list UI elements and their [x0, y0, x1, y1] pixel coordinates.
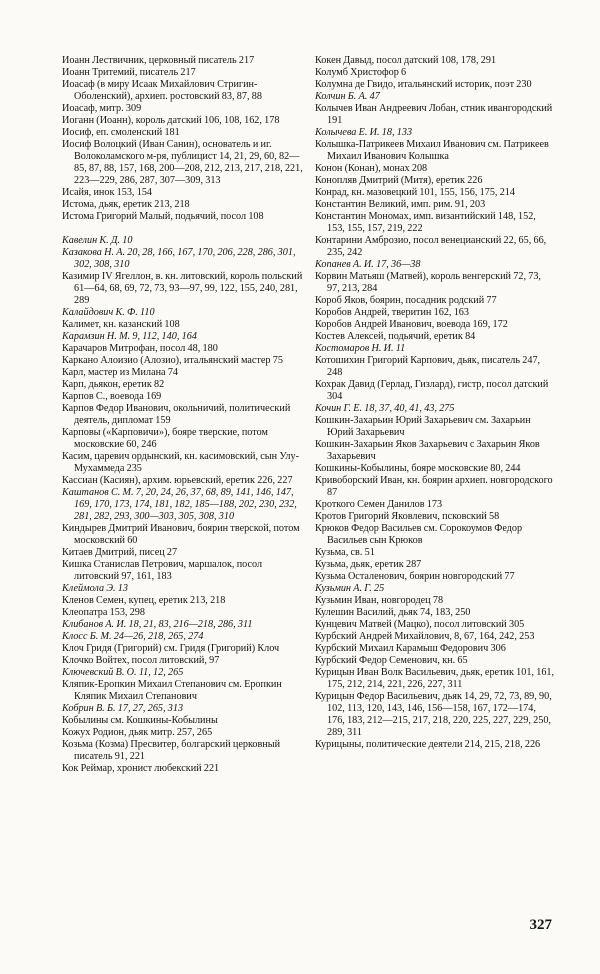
index-entry: Клеймола Э. 13 — [62, 583, 128, 594]
index-entry: Клосс Б. М. 24—26, 218, 265, 274 — [62, 631, 204, 642]
index-entry: Кишка Станислав Петрович, маршалок, посол литовский 97, 161, 183 — [62, 559, 263, 582]
index-entry: Курицын Федор Васильевич, дьяк 14, 29, 72, 73, 89, 90, 102, 113, 120, 143, 146, 156—158, 167, 172—174, 176, 183, 212—215, 217, 218, 220, 225, 227, 229, 250, 289, 311 — [315, 691, 552, 738]
index-entry: Клочко Войтех, посол литовский, 97 — [62, 655, 220, 666]
index-entry: Киндырев Дмитрий Иванович, боярин тверской, потом московский 60 — [62, 523, 300, 546]
index-entry: Кочин Г. Е. 18, 37, 40, 41, 43, 275 — [315, 403, 455, 414]
index-entry: Кобрин В. Б. 17, 27, 265, 313 — [62, 703, 184, 714]
index-entry: Котошихин Григорий Карпович, дьяк, писатель 247, 248 — [315, 355, 541, 378]
index-entry: Касим, царевич ордынский, кн. касимовский, сын Улу-Мухаммеда 235 — [62, 451, 299, 474]
index-entry: Копанев А. И. 17, 36—38 — [315, 259, 421, 270]
index-entry: Карл, мастер из Милана 74 — [62, 367, 179, 378]
index-entry: Истома, дьяк, еретик 213, 218 — [62, 199, 190, 210]
index-entry: Кавелин К. Д. 10 — [62, 235, 133, 246]
section-gap — [62, 223, 307, 235]
index-entry: Кузьмин Иван, новгородец 78 — [315, 595, 444, 606]
index-entry: Кузьма Осталенович, боярин новгородский 77 — [315, 571, 515, 582]
index-entry: Кассиан (Касиян), архим. юрьевский, еретик 226, 227 — [62, 475, 293, 486]
index-entry: Курбский Михаил Карамыш Федорович 306 — [315, 643, 506, 654]
index-entry: Кожух Родион, дьяк митр. 257, 265 — [62, 727, 213, 738]
index-entry: Клеопатра 153, 298 — [62, 607, 145, 618]
index-entry: Карп, дьякон, еретик 82 — [62, 379, 165, 390]
index-entry: Колчин Б. А. 47 — [315, 91, 380, 102]
index-entry: Короб Яков, боярин, посадник родский 77 — [315, 295, 497, 306]
index-column-left — [62, 55, 307, 775]
index-entry: Иоанн Лествичник, церковный писатель 217 — [62, 55, 255, 66]
index-entry: Колышка-Патрикеев Михаил Иванович см. Патрикеев Михаил Иванович Колышка — [315, 139, 549, 162]
index-entry: Козьма (Козма) Пресвитер, болгарский церковный писатель 91, 221 — [62, 739, 281, 762]
index-entry: Карамзин Н. М. 9, 112, 140, 164 — [62, 331, 197, 342]
index-entry: Ключевский В. О. 11, 12, 265 — [62, 667, 184, 678]
index-entry: Кротов Григорий Яковлевич, псковский 58 — [315, 511, 500, 522]
index-entry: Истома Григорий Малый, подьячий, посол 108 — [62, 211, 264, 222]
index-entry: Корвин Матьяш (Матвей), король венгерский 72, 73, 97, 213, 284 — [315, 271, 541, 294]
index-entry: Китаев Дмитрий, писец 27 — [62, 547, 178, 558]
index-entry: Костомаров Н. И. 11 — [315, 343, 406, 354]
index-entry: Кокен Давыд, посол датский 108, 178, 291 — [315, 55, 497, 66]
index-entry: Коробов Андрей, тверитин 162, 163 — [315, 307, 469, 318]
index-entry: Кузьма, св. 51 — [315, 547, 375, 558]
index-entry: Иоганн (Иоанн), король датский 106, 108, 162, 178 — [62, 115, 280, 126]
index-entry: Курбский Андрей Михайлович, 8, 67, 164, 242, 253 — [315, 631, 535, 642]
index-entry: Кошкин-Захарьин Юрий Захарьевич см. Захарьин Юрий Захарьевич — [315, 415, 531, 438]
index-entry: Кроткого Семен Данилов 173 — [315, 499, 443, 510]
index-entry: Кобылины см. Кошкины-Кобылины — [62, 715, 218, 726]
index-entry: Колычева Е. И. 18, 133 — [315, 127, 413, 138]
index-entry: Колумб Христофор 6 — [315, 67, 407, 78]
index-entry: Исайя, инок 153, 154 — [62, 187, 153, 198]
index-entry: Казакова Н. А. 20, 28, 166, 167, 170, 206, 228, 286, 301, 302, 308, 310 — [62, 247, 296, 270]
index-entry: Кок Реймар, хронист любекский 221 — [62, 763, 220, 774]
index-entry: Константин Великий, имп. рим. 91, 203 — [315, 199, 486, 210]
index-entry: Кривоборский Иван, кн. боярин архиеп. новгородского 87 — [315, 475, 553, 498]
index-entry: Казимир IV Ягеллон, в. кн. литовский, король польский 61—64, 68, 69, 72, 73, 93—97, 99, 122, 155, 240, 281, 289 — [62, 271, 303, 306]
index-entry: Конрад, кн. мазовецкий 101, 155, 156, 175, 214 — [315, 187, 515, 198]
index-column-right — [315, 55, 555, 751]
index-entry: Каркано Алоизио (Алозио), итальянский мастер 75 — [62, 355, 283, 366]
index-entry: Конопляв Дмитрий (Митя), еретик 226 — [315, 175, 483, 186]
index-entry: Каштанов С. М. 7, 20, 24, 26, 37, 68, 89, 141, 146, 147, 169, 170, 173, 174, 181, 182, 185—188, 202, 230, 232, 281, 282, 293, 300—303, 305, 308, 310 — [62, 487, 297, 522]
index-entry: Иоасаф (в миру Исаак Михайлович Стригин-Оболенский), архиеп. ростовский 83, 87, 88 — [62, 79, 262, 102]
index-entry: Клибанов А. И. 18, 21, 83, 216—218, 286, 311 — [62, 619, 253, 630]
index-entry: Кунцевич Матвей (Мацко), посол литовский 305 — [315, 619, 525, 630]
index-entry: Курицын Иван Волк Васильевич, дьяк, еретик 101, 161, 175, 212, 214, 221, 226, 227, 311 — [315, 667, 555, 690]
index-entry: Кулешин Василий, дьяк 74, 183, 250 — [315, 607, 471, 618]
index-entry: Карпов Федор Иванович, окольничий, политический деятель, дипломат 159 — [62, 403, 291, 426]
index-entry: Кузьма, дьяк, еретик 287 — [315, 559, 422, 570]
index-entry: Кляпик-Еропкин Михаил Степанович см. Еропкин Кляпик Михаил Степанович — [62, 679, 282, 702]
index-entry: Калайдович К. Ф. 110 — [62, 307, 155, 318]
index-entry: Кошкины-Кобылины, бояре московские 80, 244 — [315, 463, 521, 474]
page-number: 327 — [529, 917, 552, 933]
index-entry: Крюков Федор Васильев см. Сорокоумов Федор Васильев сын Крюков — [315, 523, 523, 546]
index-entry: Карпов С., воевода 169 — [62, 391, 162, 402]
index-entry: Контарини Амброзио, посол венецианский 22, 65, 66, 235, 242 — [315, 235, 547, 258]
index-entry: Иоасаф, митр. 309 — [62, 103, 142, 114]
index-entry: Клоч Гридя (Григорий) см. Гридя (Григорий) Клоч — [62, 643, 280, 654]
index-entry: Карповы («Карповичи»), бояре тверские, потом московские 60, 246 — [62, 427, 268, 450]
index-entry: Кошкин-Захарьин Яков Захарьевич с Захарьин Яков Захарьевич — [315, 439, 540, 462]
index-entry: Конон (Конан), монах 208 — [315, 163, 428, 174]
index-entry: Иосиф, еп. смоленский 181 — [62, 127, 180, 138]
index-entry: Колумна де Гвидо, итальянский историк, поэт 230 — [315, 79, 532, 90]
index-entry: Иосиф Волоцкий (Иван Санин), основатель и иг. Волоколамского м-ря, публицист 14, 21, 29, 60, 82—85, 87, 88, 157, 168, 200—208, 212, 213, 217, 218, 221, 223—229, 286, 287, 307—309, 313 — [62, 139, 303, 186]
index-entry: Кленов Семен, купец, еретик 213, 218 — [62, 595, 226, 606]
index-entry: Костев Алексей, подьячий, еретик 84 — [315, 331, 476, 342]
index-entry: Иоанн Тритемий, писатель 217 — [62, 67, 196, 78]
index-entry: Калимет, кн. казанский 108 — [62, 319, 180, 330]
index-entry: Кузьмин А. Г. 25 — [315, 583, 385, 594]
index-entry: Карачаров Митрофан, посол 48, 180 — [62, 343, 218, 354]
index-entry: Константин Мономах, имп. византийский 148, 152, 153, 155, 157, 219, 222 — [315, 211, 536, 234]
index-entry: Курицыны, политические деятели 214, 215, 218, 226 — [315, 739, 541, 750]
index-entry: Колычев Иван Андреевич Лобан, стник ивангородский 191 — [315, 103, 553, 126]
index-entry: Кохрак Давид (Герлад, Гизлард), гистр, посол датский 304 — [315, 379, 549, 402]
index-entry: Коробов Андрей Иванович, воевода 169, 172 — [315, 319, 508, 330]
index-entry: Курбский Федор Семенович, кн. 65 — [315, 655, 468, 666]
